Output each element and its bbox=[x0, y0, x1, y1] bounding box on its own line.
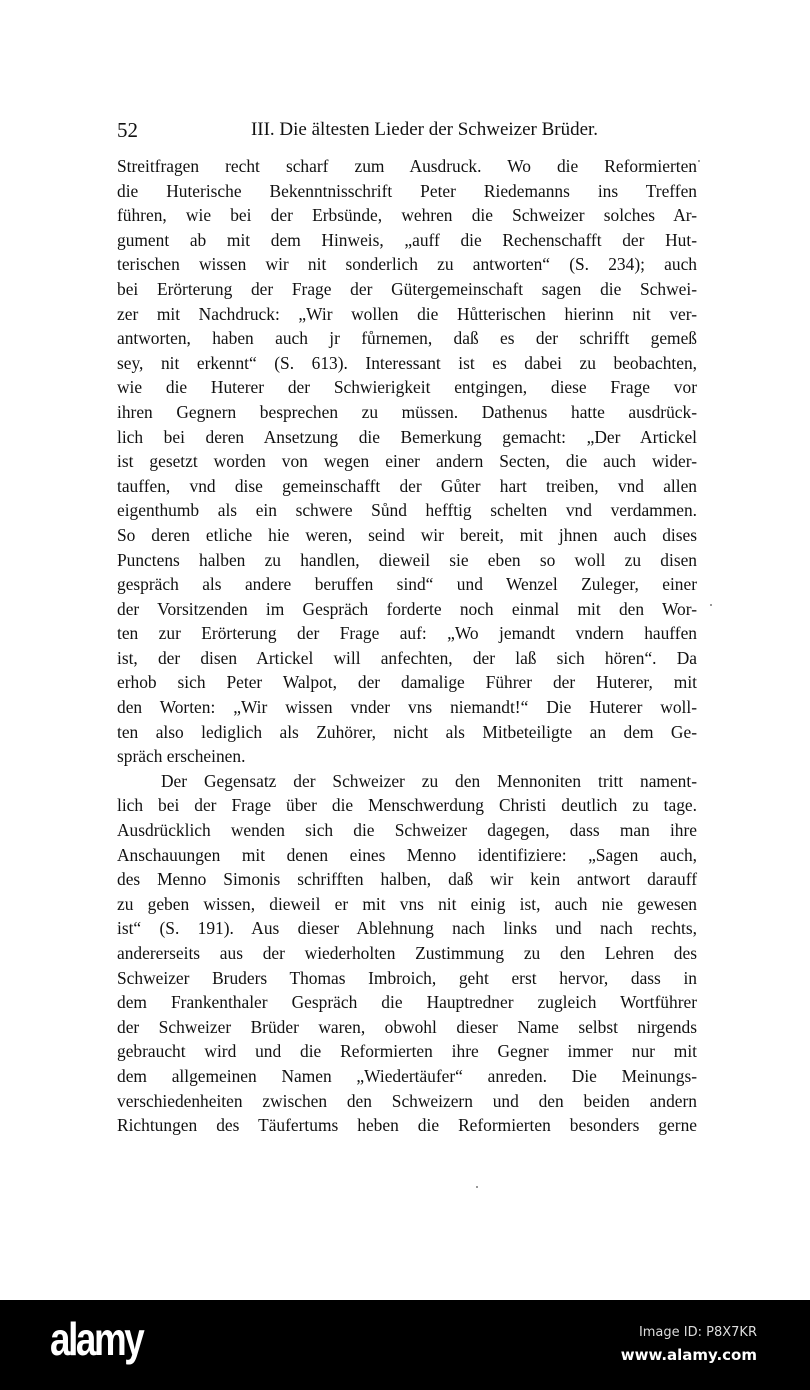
text-line: zer mit Nachdruck: „Wir wollen die Hůtterischen hierinn nit ver- bbox=[117, 303, 697, 324]
text-line: ist, der disen Artickel will anfechten, der laß sich hören“. Da bbox=[117, 647, 697, 668]
text-line: lich bei deren Ansetzung die Bemerkung gemacht: „Der Artickel bbox=[117, 426, 697, 447]
running-title: III. Die ältesten Lieder der Schweizer Brüder. bbox=[250, 119, 599, 140]
text-line: dem allgemeinen Namen „Wiedertäufer“ anreden. Die Meinungs- bbox=[117, 1065, 697, 1086]
paragraph-1 bbox=[117, 154, 697, 769]
text-line: zu geben wissen, dieweil er mit vns nit einig ist, auch nie gewesen bbox=[117, 893, 697, 914]
paragraph-2 bbox=[117, 769, 697, 1138]
text-line: erhob sich Peter Walpot, der damalige Führer der Huterer, mit bbox=[117, 672, 697, 693]
text-line: ten also lediglich als Zuhörer, nicht als Mitbeteiligte an dem Ge- bbox=[117, 721, 697, 742]
alamy-logo: alamy bbox=[50, 1313, 143, 1365]
text-line: Anschauungen mit denen eines Menno identifiziere: „Sagen auch, bbox=[117, 844, 697, 865]
text-line: ist gesetzt worden von wegen einer andern Secten, die auch wider- bbox=[117, 451, 697, 472]
text-line: So deren etliche hie weren, seind wir bereit, mit jhnen auch dises bbox=[117, 524, 697, 545]
text-line: den Worten: „Wir wissen vnder vns niemandt!“ Die Huterer woll- bbox=[117, 697, 697, 718]
text-line: Streitfragen recht scharf zum Ausdruck. Wo die Reformierten bbox=[117, 156, 697, 176]
image-id: Image ID: P8X7KR bbox=[638, 1325, 757, 1340]
text-line: gespräch als andere beruffen sind“ und Wenzel Zuleger, einer bbox=[117, 574, 697, 595]
text-line: Punctens halben zu handlen, dieweil sie eben so woll zu disen bbox=[117, 549, 697, 570]
text-line: Richtungen des Täufertums heben die Reformierten besonders gerne bbox=[117, 1115, 697, 1136]
text-line: verschiedenheiten zwischen den Schweizern und den beiden andern bbox=[117, 1090, 697, 1111]
text-line: des Menno Simonis schrifften halben, daß wir kein antwort darauff bbox=[117, 869, 697, 890]
text-line: spräch erscheinen. bbox=[117, 746, 246, 767]
running-header bbox=[117, 118, 697, 142]
text-line: ihren Gegnern besprechen zu müssen. Dathenus hatte ausdrück- bbox=[117, 401, 697, 422]
watermark-bar bbox=[0, 1300, 810, 1390]
text-line: lich bei der Frage über die Menschwerdung Christi deutlich zu tage. bbox=[117, 795, 697, 816]
scan-speck bbox=[476, 1186, 478, 1188]
text-line: sey, nit erkennt“ (S. 613). Interessant ist es dabei zu beobachten, bbox=[117, 352, 697, 373]
page-number: 52 bbox=[117, 118, 138, 142]
text-line: tauffen, vnd dise gemeinschafft der Gůter hart treiben, vnd allen bbox=[117, 475, 697, 496]
text-line: führen, wie bei der Erbsünde, wehren die Schweizer solches Ar- bbox=[117, 205, 697, 226]
text-line: der Schweizer Brüder waren, obwohl dieser Name selbst nirgends bbox=[117, 1016, 697, 1037]
text-line: wie die Huterer der Schwierigkeit entgingen, diese Frage vor bbox=[117, 377, 697, 398]
text-line: ten zur Erörterung der Frage auf: „Wo jemandt vndern hauffen bbox=[117, 623, 697, 644]
text-line: Der Gegensatz der Schweizer zu den Mennoniten tritt nament- bbox=[161, 770, 697, 791]
text-line: dem Frankenthaler Gespräch die Hauptredner zugleich Wortführer bbox=[117, 992, 697, 1013]
text-line: die Huterische Bekenntnisschrift Peter Riedemanns ins Treffen bbox=[117, 180, 697, 201]
text-line: terischen wissen wir nit sonderlich zu antworten“ (S. 234); auch bbox=[117, 254, 697, 275]
text-line: andererseits aus der wiederholten Zustimmung zu den Lehren des bbox=[117, 943, 697, 963]
text-line: eigenthumb als ein schwere Sůnd hefftig schelten vnd verdammen. bbox=[117, 500, 697, 521]
scan-speck bbox=[698, 160, 700, 162]
text-line: gument ab mit dem Hinweis, „auff die Rechenschafft der Hut- bbox=[117, 229, 697, 250]
text-line: antworten, haben auch jr fůrnemen, daß es der schrifft gemeß bbox=[117, 328, 697, 349]
scan-speck bbox=[710, 604, 712, 606]
watermark-url[interactable]: www.alamy.com bbox=[620, 1346, 757, 1364]
text-line: Schweizer Bruders Thomas Imbroich, geht erst hervor, dass in bbox=[117, 967, 697, 988]
body-text bbox=[117, 154, 697, 1138]
text-line: gebraucht wird und die Reformierten ihre Gegner immer nur mit bbox=[117, 1041, 697, 1062]
text-line: ist“ (S. 191). Aus dieser Ablehnung nach links und nach rechts, bbox=[117, 918, 697, 939]
text-line: der Vorsitzenden im Gespräch forderte noch einmal mit den Wor- bbox=[117, 598, 697, 619]
text-line: bei Erörterung der Frage der Gütergemeinschaft sagen die Schwei- bbox=[117, 278, 697, 299]
text-line: Ausdrücklich wenden sich die Schweizer dagegen, dass man ihre bbox=[117, 820, 697, 841]
